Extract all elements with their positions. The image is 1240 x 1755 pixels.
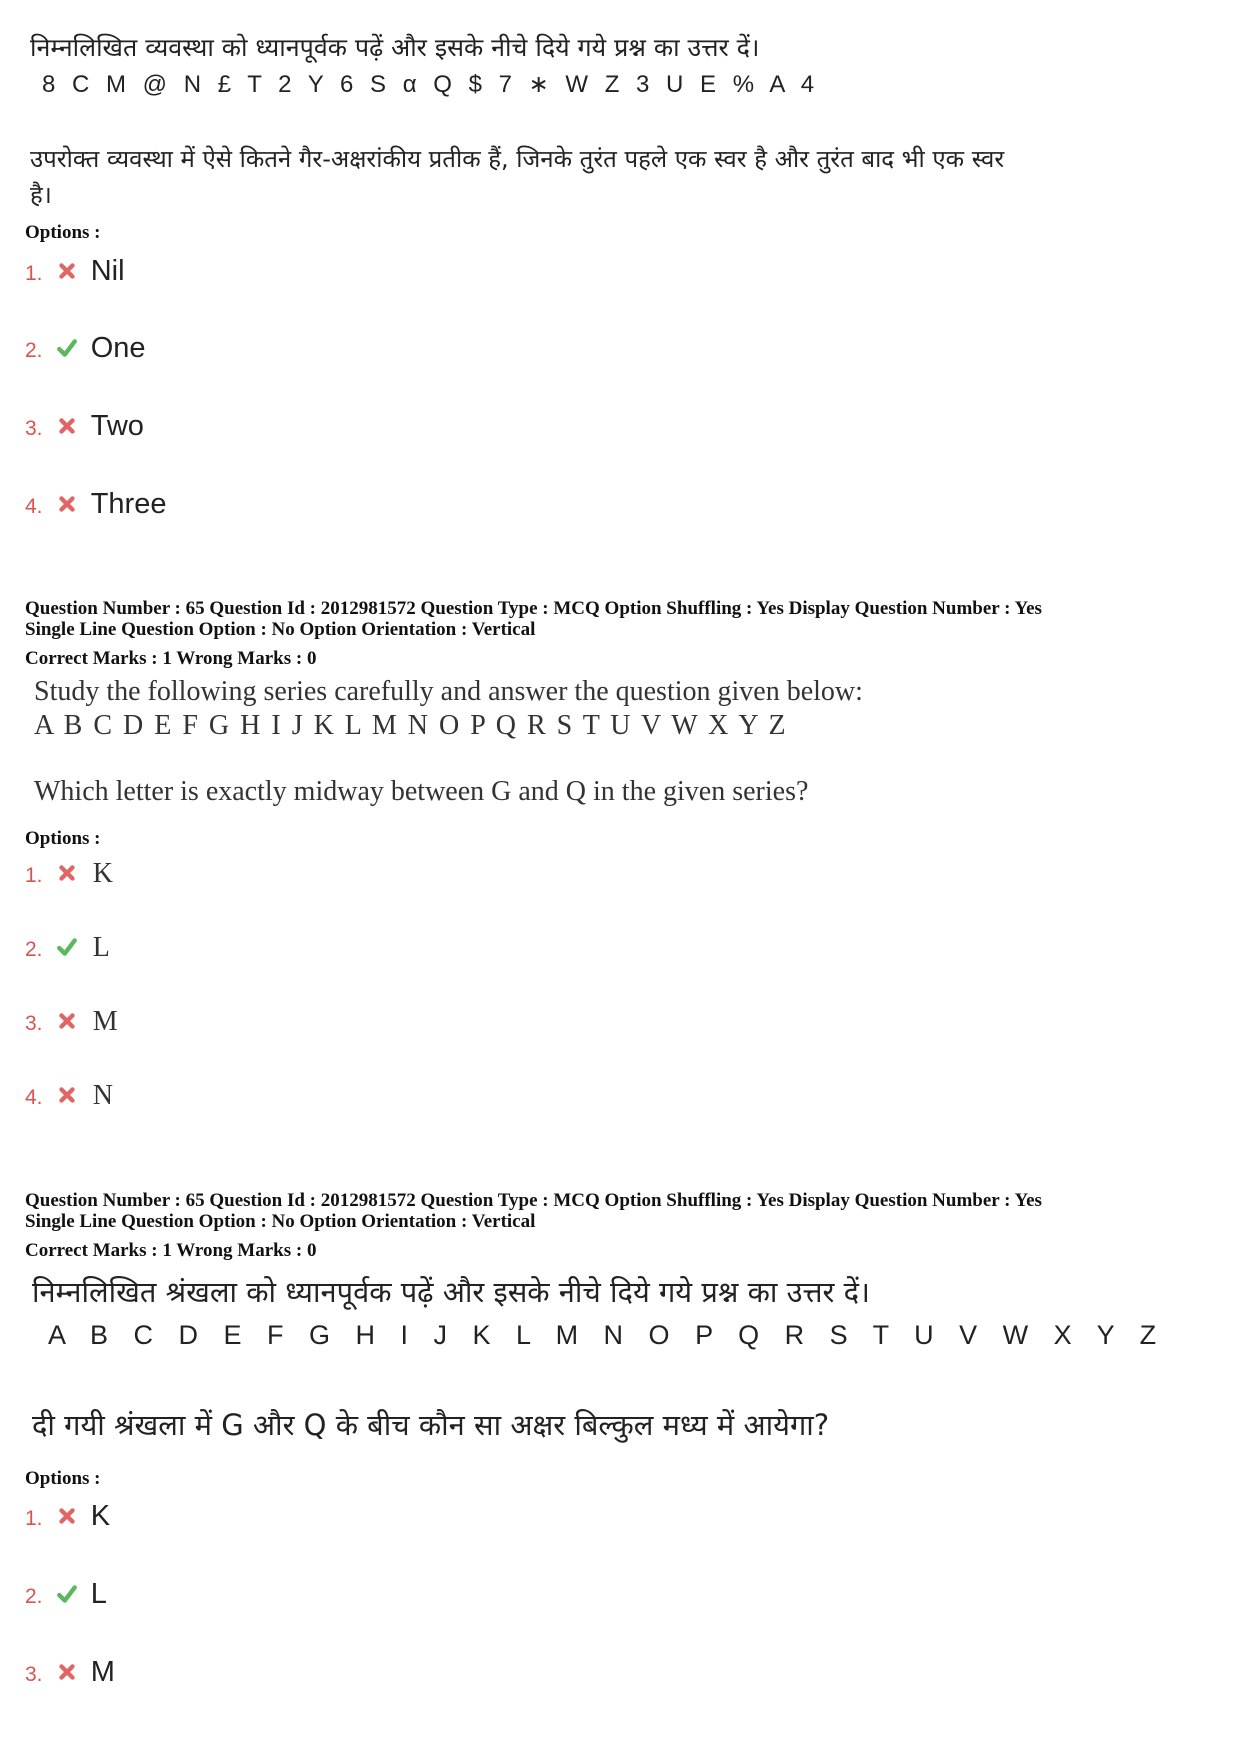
option-text: K [90, 1500, 111, 1532]
q3-option-3[interactable] [25, 1656, 115, 1689]
option-number: 2. [25, 1585, 43, 1608]
q2-option-1[interactable] [25, 858, 113, 890]
option-number: 1. [25, 262, 43, 285]
q1-options-label: Options : [25, 222, 101, 243]
option-number: 1. [25, 1507, 43, 1530]
option-number: 4. [25, 495, 43, 518]
q2-series: A B C D E F G H I J K L M N O P Q R S T U V W X Y Z [34, 710, 788, 741]
q1-instruction: निम्नलिखित व्यवस्था को ध्यानपूर्वक पढ़ें और इसके नीचे दिये गये प्रश्न का उत्तर दें। [30, 33, 760, 62]
option-text: K [92, 858, 113, 889]
option-number: 2. [25, 938, 43, 961]
q2-instruction: Study the following series carefully and answer the question given below: [34, 676, 863, 707]
q2-meta-line1: Question Number : 65 Question Id : 2012981572 Question Type : MCQ Option Shuffling : Yes Display Question Number : Yes [25, 598, 1042, 619]
q1-question-line2: है। [30, 181, 52, 209]
q3-option-2[interactable] [25, 1578, 107, 1611]
q3-marks: Correct Marks : 1 Wrong Marks : 0 [25, 1240, 317, 1261]
option-number: 3. [25, 417, 43, 440]
option-text: One [90, 332, 146, 364]
q1-series: 8 C M @ N £ T 2 Y 6 S α Q $ 7 ∗ W Z 3 U E % A 4 [42, 71, 820, 98]
wrong-cross-icon [56, 1505, 78, 1527]
q3-options-label: Options : [25, 1468, 101, 1489]
option-text: Two [90, 410, 144, 442]
option-number: 1. [25, 864, 43, 887]
q3-meta-line1: Question Number : 65 Question Id : 2012981572 Question Type : MCQ Option Shuffling : Yes Display Question Number : Yes [25, 1190, 1042, 1211]
option-number: 2. [25, 339, 43, 362]
option-text: N [92, 1080, 113, 1111]
wrong-cross-icon [56, 1010, 78, 1032]
wrong-cross-icon [56, 862, 78, 884]
wrong-cross-icon [56, 260, 78, 282]
option-number: 4. [25, 1086, 43, 1109]
q1-option-2[interactable] [25, 332, 146, 365]
correct-check-icon [56, 1583, 78, 1605]
q2-marks: Correct Marks : 1 Wrong Marks : 0 [25, 648, 317, 669]
wrong-cross-icon [56, 1084, 78, 1106]
option-text: L [90, 1578, 107, 1610]
option-text: Nil [90, 255, 125, 287]
q1-option-1[interactable] [25, 255, 125, 288]
q2-option-2[interactable] [25, 932, 110, 964]
q3-question: दी गयी श्रंखला में G और Q के बीच कौन सा अक्षर बिल्कुल मध्य में आयेगा? [32, 1408, 830, 1442]
q3-meta-line2: Single Line Question Option : No Option Orientation : Vertical [25, 1211, 536, 1232]
correct-check-icon [56, 936, 78, 958]
q3-option-1[interactable] [25, 1500, 110, 1533]
q2-question: Which letter is exactly midway between G and Q in the given series? [34, 776, 809, 807]
option-text: M [90, 1656, 115, 1688]
q3-instruction: निम्नलिखित श्रंखला को ध्यानपूर्वक पढ़ें और इसके नीचे दिये गये प्रश्न का उत्तर दें। [32, 1275, 870, 1309]
q1-option-3[interactable] [25, 410, 144, 443]
q2-option-4[interactable] [25, 1080, 113, 1112]
option-text: L [92, 932, 110, 963]
q1-question-line1: उपरोक्त व्यवस्था में ऐसे कितने गैर-अक्षरांकीय प्रतीक हैं, जिनके तुरंत पहले एक स्वर है और तुरंत बाद भी एक स्वर [30, 145, 1005, 173]
q2-options-label: Options : [25, 828, 101, 849]
q1-option-4[interactable] [25, 488, 166, 521]
q2-meta-line2: Single Line Question Option : No Option Orientation : Vertical [25, 619, 536, 640]
q2-option-3[interactable] [25, 1006, 118, 1038]
correct-check-icon [56, 337, 78, 359]
wrong-cross-icon [56, 493, 78, 515]
wrong-cross-icon [56, 1661, 78, 1683]
q3-series: A B C D E F G H I J K L M N O P Q R S T U V W X Y Z [48, 1320, 1166, 1350]
wrong-cross-icon [56, 415, 78, 437]
option-text: M [92, 1006, 118, 1037]
option-number: 3. [25, 1663, 43, 1686]
option-number: 3. [25, 1012, 43, 1035]
option-text: Three [90, 488, 167, 520]
